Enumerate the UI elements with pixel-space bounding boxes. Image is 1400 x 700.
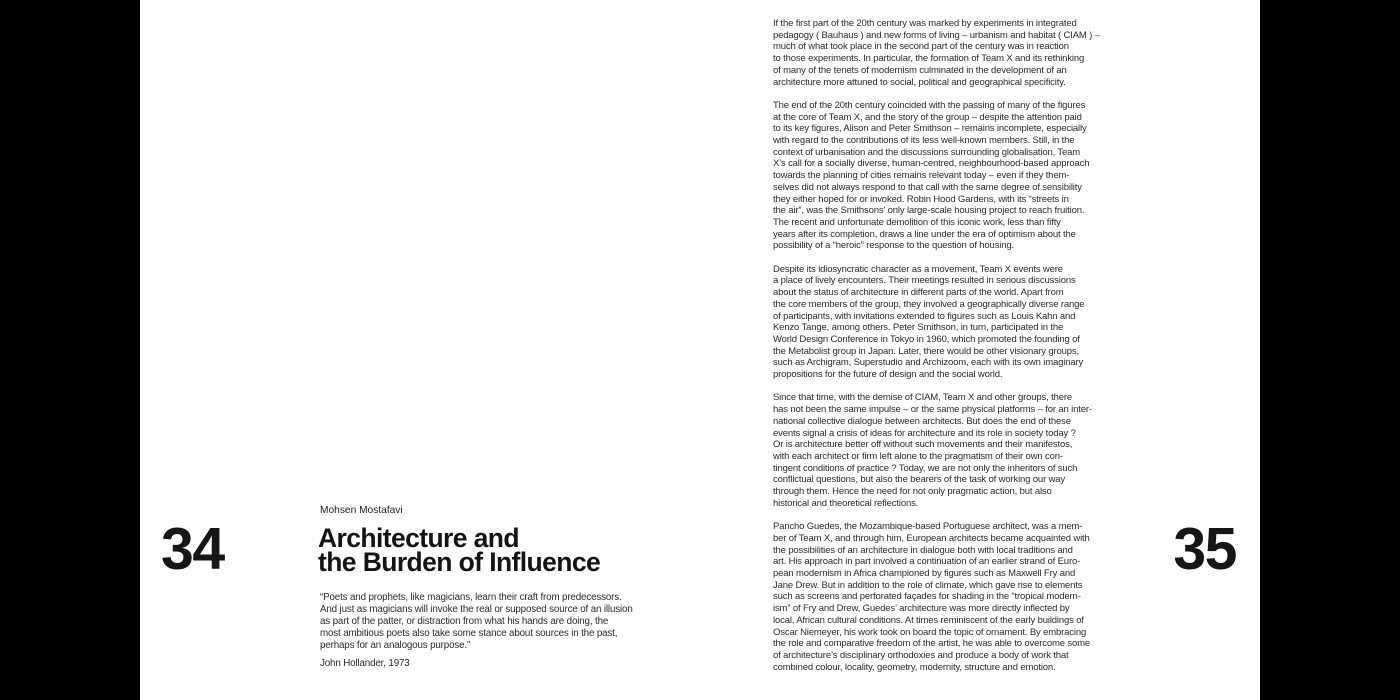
text-line: Since that time, with the demise of CIAM, Team X and other groups, there <box>773 392 1072 404</box>
text-line: the possibilities of an architecture in dialogue both with local traditions and <box>773 544 1073 556</box>
text-line: of participants, with invitations extended to figures such as Louis Kahn and <box>773 310 1076 322</box>
text-line: years after its completion, draws a line under the era of optimism about the <box>773 228 1076 240</box>
quote-line: as part of the patter, or distraction from what his hands are doing, the <box>320 616 609 628</box>
paragraph <box>773 392 1100 509</box>
text-line: the air”, was the Smithsons’ only large-scale housing project to reach fruition. <box>773 205 1085 217</box>
quote-line: perhaps for an analogous purpose.” <box>320 640 471 652</box>
book-spread <box>140 0 1260 700</box>
page-left <box>140 0 700 700</box>
text-line: pedagogy ( Bauhaus ) and new forms of living – urbanism and habitat ( CIAM ) – <box>773 29 1100 41</box>
text-line: tingent conditions of practice ? Today, we are not only the inheritors of such <box>773 462 1078 474</box>
quote-line: “Poets and prophets, like magicians, learn their craft from predecessors. <box>320 592 622 603</box>
quote-line: And just as magicians will invoke the real or supposed source of an illusion <box>320 604 633 616</box>
quote-attribution: John Hollander, 1973 <box>320 658 410 669</box>
text-line: local, African cultural conditions. At times reminiscent of the early buildings of <box>773 614 1084 626</box>
text-line: a place of lively encounters. Their meetings resulted in serious discussions <box>773 275 1076 287</box>
text-line: about the status of architecture in different parts of the world. Apart from <box>773 287 1064 299</box>
text-line: The end of the 20th century coincided with the passing of many of the figures <box>773 99 1086 111</box>
text-line: the core members of the group, they involved a geographically diverse range <box>773 298 1085 310</box>
text-line: such as screens and perforated façades for shading in the “tropical modern- <box>773 591 1081 603</box>
text-line: architecture more attuned to social, political and geographical specificity. <box>773 76 1066 88</box>
text-line: they either hoped for or invoked. Robin Hood Gardens, with its “streets in <box>773 193 1069 205</box>
text-line: historical and theoretical reflections. <box>773 497 919 509</box>
page-number-left: 34 <box>161 516 224 582</box>
text-line: Despite its idiosyncratic character as a movement, Team X events were <box>773 263 1063 275</box>
paragraph <box>773 264 1100 381</box>
text-line: of many of the tenets of modernism culminated in the development of an <box>773 64 1067 76</box>
text-line: Or is architecture better off without such movements and their manifestos, <box>773 439 1073 451</box>
text-line: X’s call for a socially diverse, human-centred, neighbourhood-based approach <box>773 158 1090 170</box>
paragraph <box>773 18 1100 88</box>
text-line: much of what took place in the second part of the century was in reaction <box>773 41 1069 53</box>
text-line: the Metabolist group in Japan. Later, there would be other visionary groups, <box>773 345 1079 357</box>
text-line: Kenzo Tange, among others. Peter Smithson, in turn, participated in the <box>773 322 1064 334</box>
text-line: propositions for the future of design and the social world. <box>773 369 1003 381</box>
paragraph <box>773 521 1100 673</box>
title-line-1: Architecture and <box>318 523 519 553</box>
author-byline: Mohsen Mostafavi <box>320 505 403 516</box>
text-line: to its key figures, Alison and Peter Smithson – remains incomplete, especially <box>773 123 1087 135</box>
text-line: possibility of a “heroic” response to the question of housing. <box>773 240 1015 252</box>
page-right <box>700 0 1260 700</box>
text-line: The recent and unfortunate demolition of this iconic work, less than fifty <box>773 216 1061 228</box>
text-line: combined colour, locality, geometry, modernity, structure and emotion. <box>773 661 1056 673</box>
text-line: with each architect or firm left alone to the pragmatism of their own con- <box>773 450 1063 462</box>
page-number-right: 35 <box>1173 516 1236 582</box>
text-line: selves did not always respond to that call with the same degree of sensibility <box>773 181 1082 193</box>
text-line: World Design Conference in Tokyo in 1960, which promoted the founding of <box>773 333 1080 345</box>
paragraph <box>773 100 1100 252</box>
text-line: of architecture’s disciplinary orthodoxies and produce a body of work that <box>773 649 1069 661</box>
text-line: If the first part of the 20th century was marked by experiments in integrated <box>773 18 1077 29</box>
title-line-2: the Burden of Influence <box>318 547 601 577</box>
text-line: Jane Drew. But in addition to the role of climate, which gave rise to elements <box>773 579 1083 591</box>
text-line: the role and comparative freedom of the artist, he was able to overcome some <box>773 638 1091 650</box>
text-line: has not been the same impulse – or the same physical platforms – for an inter- <box>773 404 1092 416</box>
text-line: towards the planning of cities remains relevant today – even if they them- <box>773 170 1070 182</box>
text-line: context of urbanisation and the discussions surrounding globalisation, Team <box>773 146 1081 158</box>
text-line: with regard to the contributions of its less well-known members. Still, in the <box>773 135 1075 147</box>
body-text-column <box>773 18 1100 685</box>
text-line: national collective dialogue between architects. But does the end of these <box>773 415 1071 427</box>
text-line: pean modernism in Africa championed by figures such as Maxwell Fry and <box>773 567 1076 579</box>
text-line: to those experiments. In particular, the formation of Team X and its rethinking <box>773 53 1085 65</box>
text-line: at the core of Team X, and the story of the group – despite the attention paid <box>773 111 1082 123</box>
quote-line: most ambitious poets also take some stance about sources in the past, <box>320 628 618 640</box>
text-line: ber of Team X, and through him, European architects became acquainted with <box>773 532 1090 544</box>
text-line: Oscar Niemeyer, his work took on board the topic of ornament. By embracing <box>773 626 1087 638</box>
text-line: events signal a crisis of ideas for architecture and its role in society today ? <box>773 427 1076 439</box>
text-line: such as Archigram, Superstudio and Archizoom, each with its own imaginary <box>773 357 1084 369</box>
text-line: through them. Hence the need for not only pragmatic action, but also <box>773 486 1052 498</box>
article-title <box>318 523 601 577</box>
epigraph-quote <box>320 592 633 652</box>
text-line: art. His approach in part involved a continuation of an earlier strand of Euro- <box>773 556 1081 568</box>
text-line: conflictual questions, but also the bearers of the task of working our way <box>773 474 1066 486</box>
text-line: ism” of Fry and Drew, Guedes’ architecture was more directly inflected by <box>773 603 1070 615</box>
text-line: Pancho Guedes, the Mozambique-based Portuguese architect, was a mem- <box>773 521 1083 533</box>
